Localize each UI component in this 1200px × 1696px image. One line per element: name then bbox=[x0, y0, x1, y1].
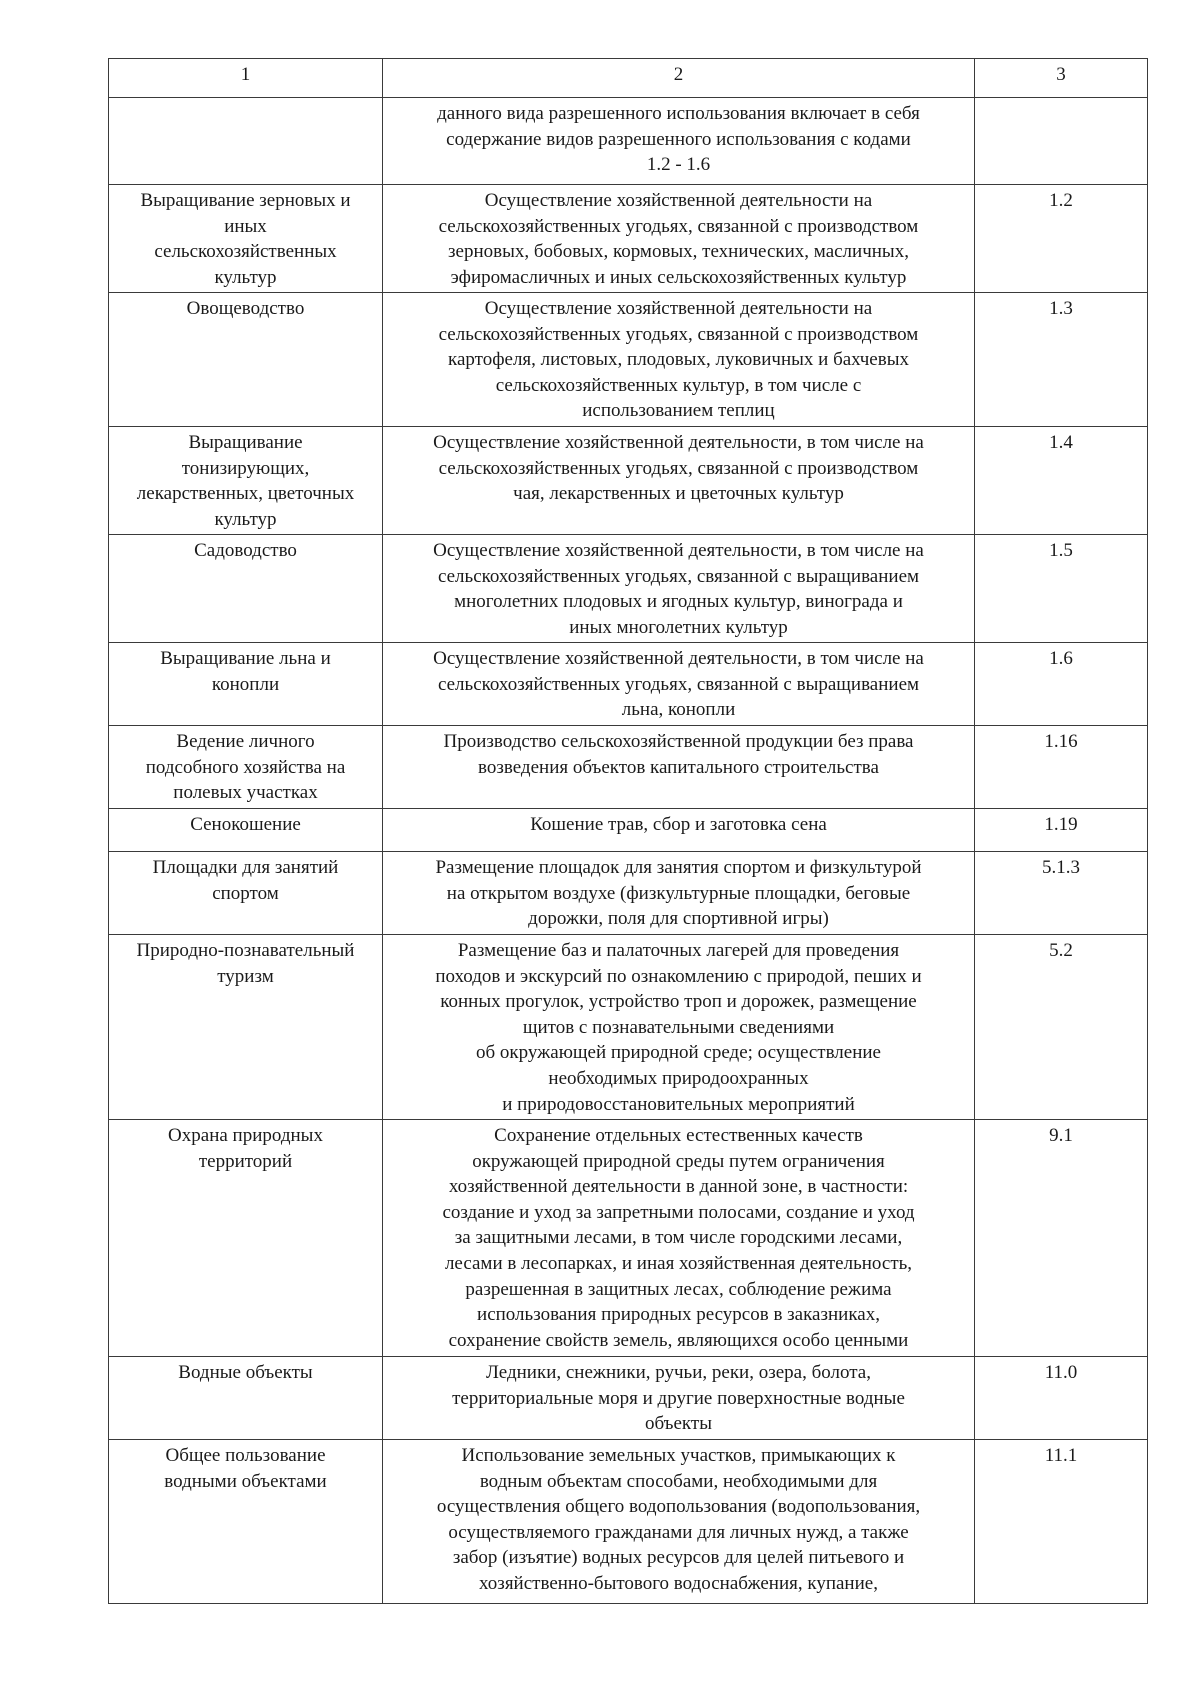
land-use-table bbox=[108, 58, 1148, 1604]
table-row bbox=[109, 427, 1148, 535]
row-name: Площадки для занятий спортом bbox=[109, 852, 383, 935]
row-description: Использование земельных участков, примыкающих к водным объектам способами, необходимыми для осуществления общего водопользования (водопользования, осуществляемого гражданами для личных нужд, а также забор (изъятие) водных ресурсов для целей питьевого и хозяйственно-бытового водоснабжения, купание, bbox=[383, 1440, 975, 1604]
row-name: Сенокошение bbox=[109, 809, 383, 852]
row-description: данного вида разрешенного использования включает в себя содержание видов разрешенного использования с кодами 1.2 - 1.6 bbox=[383, 98, 975, 185]
table-row bbox=[109, 643, 1148, 726]
row-description: Осуществление хозяйственной деятельности, в том числе на сельскохозяйственных угодьях, связанной с выращиванием льна, конопли bbox=[383, 643, 975, 726]
table-row bbox=[109, 809, 1148, 852]
row-description: Осуществление хозяйственной деятельности на сельскохозяйственных угодьях, связанной с производством картофеля, листовых, плодовых, луковичных и бахчевых сельскохозяйственных культур, в том числе с использованием теплиц bbox=[383, 293, 975, 427]
row-code: 11.0 bbox=[975, 1357, 1148, 1440]
header-col-2: 2 bbox=[383, 59, 975, 98]
header-col-3: 3 bbox=[975, 59, 1148, 98]
table-row bbox=[109, 852, 1148, 935]
row-code: 1.19 bbox=[975, 809, 1148, 852]
row-name bbox=[109, 98, 383, 185]
row-code: 11.1 bbox=[975, 1440, 1148, 1604]
row-description: Размещение баз и палаточных лагерей для проведения походов и экскурсий по ознакомлению с природой, пеших и конных прогулок, устройство троп и дорожек, размещение щитов с познавательными сведениями об окружающей природной среде; осуществление необходимых природоохранных и природовосстановительных мероприятий bbox=[383, 935, 975, 1120]
row-name: Выращивание льна и конопли bbox=[109, 643, 383, 726]
row-description: Осуществление хозяйственной деятельности, в том числе на сельскохозяйственных угодьях, связанной с выращиванием многолетних плодовых и ягодных культур, винограда и иных многолетних культур bbox=[383, 535, 975, 643]
row-description: Ледники, снежники, ручьи, реки, озера, болота, территориальные моря и другие поверхностные водные объекты bbox=[383, 1357, 975, 1440]
row-description: Производство сельскохозяйственной продукции без права возведения объектов капитального строительства bbox=[383, 726, 975, 809]
table-row bbox=[109, 1440, 1148, 1604]
row-description: Осуществление хозяйственной деятельности, в том числе на сельскохозяйственных угодьях, связанной с производством чая, лекарственных и цветочных культур bbox=[383, 427, 975, 535]
row-code: 5.2 bbox=[975, 935, 1148, 1120]
row-name: Садоводство bbox=[109, 535, 383, 643]
row-name: Ведение личного подсобного хозяйства на полевых участках bbox=[109, 726, 383, 809]
header-col-1: 1 bbox=[109, 59, 383, 98]
table-header-row bbox=[109, 59, 1148, 98]
row-code: 1.6 bbox=[975, 643, 1148, 726]
table-row bbox=[109, 98, 1148, 185]
row-name: Водные объекты bbox=[109, 1357, 383, 1440]
table-row bbox=[109, 293, 1148, 427]
row-code bbox=[975, 98, 1148, 185]
row-name: Общее пользование водными объектами bbox=[109, 1440, 383, 1604]
table-row bbox=[109, 726, 1148, 809]
row-code: 9.1 bbox=[975, 1120, 1148, 1357]
row-code: 5.1.3 bbox=[975, 852, 1148, 935]
row-code: 1.3 bbox=[975, 293, 1148, 427]
table-row bbox=[109, 535, 1148, 643]
row-code: 1.4 bbox=[975, 427, 1148, 535]
table-row bbox=[109, 1357, 1148, 1440]
row-name: Овощеводство bbox=[109, 293, 383, 427]
row-name: Выращивание тонизирующих, лекарственных, цветочных культур bbox=[109, 427, 383, 535]
row-description: Размещение площадок для занятия спортом и физкультурой на открытом воздухе (физкультурные площадки, беговые дорожки, поля для спортивной игры) bbox=[383, 852, 975, 935]
table-row bbox=[109, 935, 1148, 1120]
row-code: 1.16 bbox=[975, 726, 1148, 809]
row-description: Сохранение отдельных естественных качеств окружающей природной среды путем ограничения хозяйственной деятельности в данной зоне, в частности: создание и уход за запретными полосами, создание и уход за защитными лесами, в том числе городскими лесами, лесами в лесопарках, и иная хозяйственная деятельность, разрешенная в защитных лесах, соблюдение режима использования природных ресурсов в заказниках, сохранение свойств земель, являющихся особо ценными bbox=[383, 1120, 975, 1357]
table-row bbox=[109, 185, 1148, 293]
row-name: Охрана природных территорий bbox=[109, 1120, 383, 1357]
row-description: Кошение трав, сбор и заготовка сена bbox=[383, 809, 975, 852]
row-name: Выращивание зерновых и иных сельскохозяйственных культур bbox=[109, 185, 383, 293]
row-code: 1.5 bbox=[975, 535, 1148, 643]
row-name: Природно-познавательный туризм bbox=[109, 935, 383, 1120]
row-description: Осуществление хозяйственной деятельности на сельскохозяйственных угодьях, связанной с производством зерновых, бобовых, кормовых, технических, масличных, эфиромасличных и иных сельскохозяйственных культур bbox=[383, 185, 975, 293]
table-row bbox=[109, 1120, 1148, 1357]
row-code: 1.2 bbox=[975, 185, 1148, 293]
